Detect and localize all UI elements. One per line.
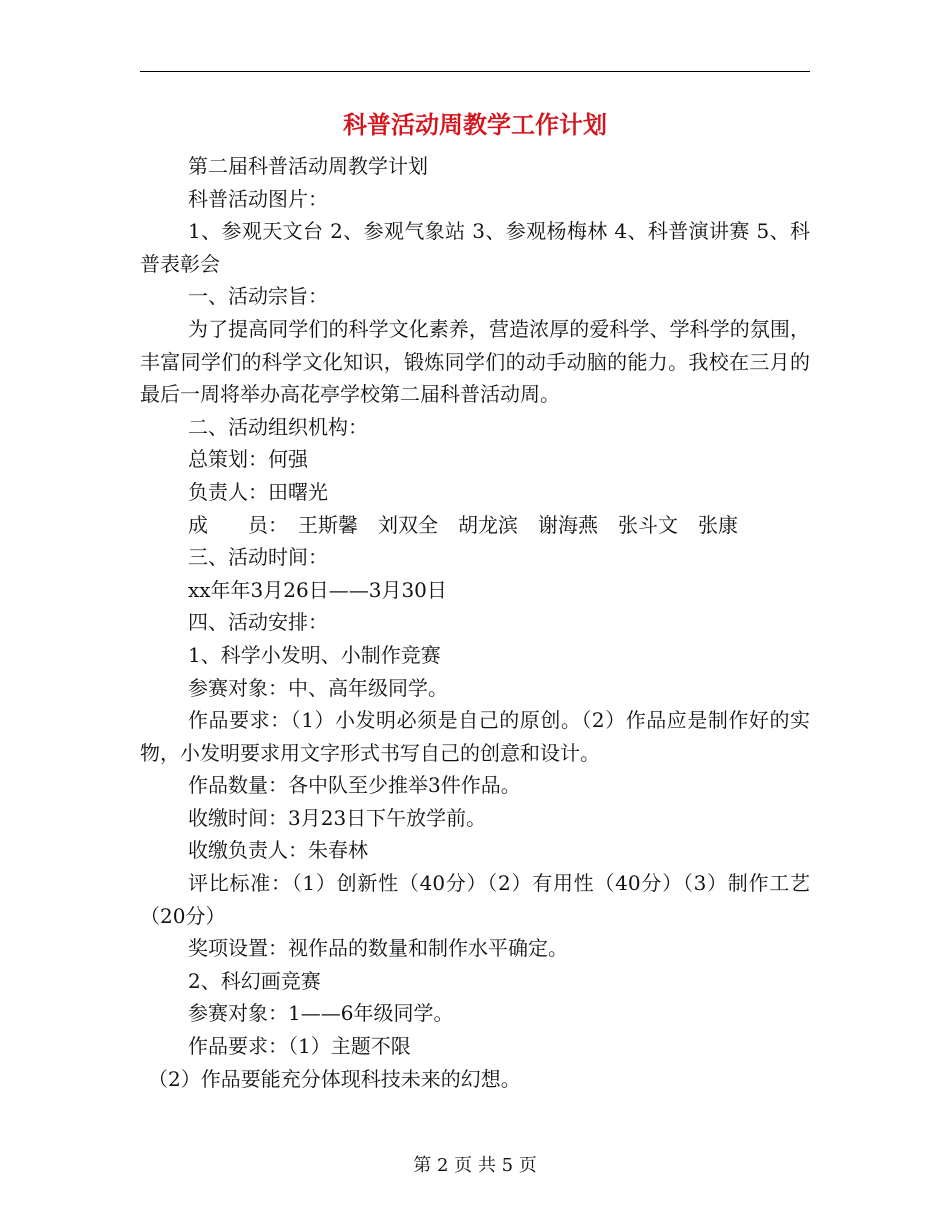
paragraph-quantity: 作品数量：各中队至少推举3件作品。 (188, 773, 521, 798)
document-title: 科普活动周教学工作计划 (343, 110, 607, 139)
paragraph-contest-1: 1、科学小发明、小制作竞赛 (188, 642, 441, 667)
document-body (140, 150, 810, 1095)
paragraph-collection-lead: 收缴负责人：朱春林 (188, 838, 368, 863)
section-heading-arrangement: 四、活动安排： (188, 610, 328, 635)
paragraph-picture-list: 1、参观天文台 2、参观气象站 3、参观杨梅林 4、科普演讲赛 5、科普表彰会 (140, 219, 810, 276)
header-rule (140, 71, 810, 72)
paragraph-lead: 负责人：田曙光 (188, 479, 328, 504)
paragraph-awards: 奖项设置：视作品的数量和制作水平确定。 (188, 936, 568, 961)
section-heading-organization: 二、活动组织机构： (188, 414, 368, 439)
paragraph-requirements-2b: （2）作品要能充分体现科技未来的幻想。 (148, 1066, 521, 1091)
paragraph-subtitle: 第二届科普活动周教学计划 (188, 154, 428, 178)
paragraph-purpose: 为了提高同学们的科学文化素养，营造浓厚的爱科学、学科学的氛围，丰富同学们的科学文化知识，锻炼同学们的动手动脑的能力。我校在三月的最后一周将举办高花亭学校第二届科普活动周。 (140, 316, 810, 407)
paragraph-requirements-2: 作品要求：（1）主题不限 (188, 1034, 411, 1059)
paragraph-participants-1: 参赛对象：中、高年级同学。 (188, 675, 448, 700)
paragraph-members: 成 员： 王斯馨 刘双全 胡龙滨 谢海燕 张斗文 张康 (188, 512, 738, 537)
page-number: 第 2 页 共 5 页 (413, 1155, 537, 1176)
paragraph-contest-2: 2、科幻画竞赛 (188, 968, 321, 993)
paragraph-criteria: 评比标准：（1）创新性（40分）（2）有用性（40分）（3）制作工艺（20分） (140, 871, 810, 928)
section-heading-time: 三、活动时间： (188, 545, 328, 570)
paragraph-requirements-1: 作品要求：（1）小发明必须是自己的原创。（2）作品应是制作好的实物，小发明要求用文字形式书写自己的创意和设计。 (140, 708, 810, 765)
paragraph-pictures-heading: 科普活动图片： (188, 186, 328, 211)
paragraph-planner: 总策划：何强 (188, 447, 308, 472)
paragraph-collection-time: 收缴时间：3月23日下午放学前。 (188, 805, 487, 830)
paragraph-dates: xx年年3月26日——3月30日 (188, 577, 447, 602)
paragraph-participants-2: 参赛对象：1——6年级同学。 (188, 1001, 454, 1026)
section-heading-purpose: 一、活动宗旨： (188, 284, 328, 309)
